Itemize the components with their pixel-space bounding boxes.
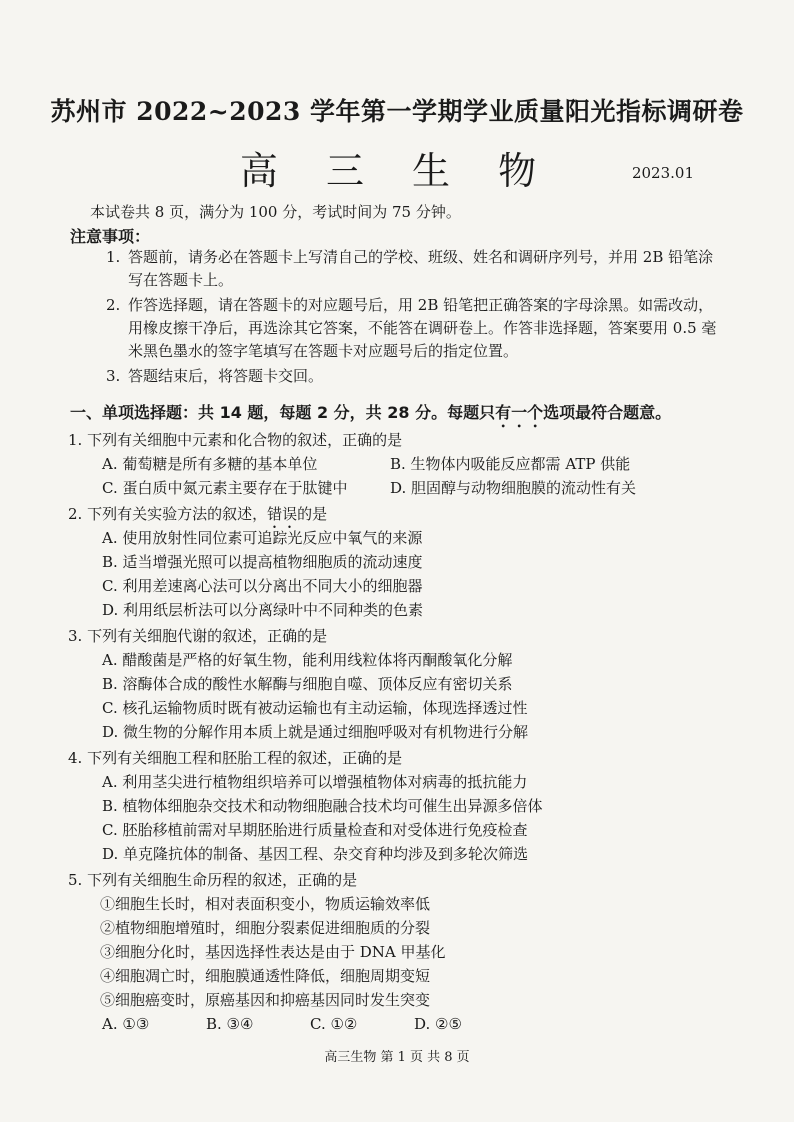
option-b: B. 植物体细胞杂交技术和动物细胞融合技术均可催生出异源多倍体 (102, 797, 543, 815)
option-row (102, 818, 728, 842)
statement-list (68, 892, 728, 1012)
exam-date: 2023.01 (631, 164, 694, 182)
option-group (68, 648, 728, 744)
option-row (102, 526, 728, 550)
notes-list (106, 246, 726, 390)
subject-title: 高 三 生 物 (239, 149, 555, 193)
option-group (68, 452, 728, 500)
stem-text: 2. 下列有关实验方法的叙述， (68, 505, 268, 523)
option-row (102, 794, 728, 818)
option-b: B. ③④ (206, 1015, 254, 1033)
statement-item: ③细胞分化时，基因选择性表达是由于 DNA 甲基化 (100, 943, 446, 961)
option-row (102, 842, 728, 866)
option-d: D. 利用纸层析法可以分离绿叶中不同种类的色素 (102, 601, 424, 619)
option-c: C. 利用差速离心法可以分离出不同大小的细胞器 (102, 577, 423, 595)
option-group (68, 526, 728, 622)
question-stem (68, 624, 728, 648)
statement-item: ④细胞凋亡时，细胞膜通透性降低，细胞周期变短 (100, 967, 431, 985)
option-d: D. 胆固醇与动物细胞膜的流动性有关 (390, 479, 637, 497)
option-row (102, 574, 728, 598)
option-row (102, 770, 728, 794)
section-heading-prefix: 一、单项选择题：共 14 题，每题 2 分，共 28 分。每题只 (70, 403, 496, 422)
question-stem: 5. 下列有关细胞生命历程的叙述，正确的是 (68, 871, 358, 889)
option-b: B. 生物体内吸能反应都需 ATP 供能 (390, 455, 631, 473)
option-group (68, 1012, 728, 1036)
question-stem (68, 746, 728, 770)
option-c: C. 蛋白质中氮元素主要存在于肽键中 (102, 479, 348, 497)
note-item (106, 365, 726, 388)
option-row (102, 648, 728, 672)
notes-heading: 注意事项： (70, 227, 151, 246)
note-item (106, 294, 726, 363)
option-row (102, 1012, 728, 1036)
option-row (102, 550, 728, 574)
question-1 (68, 428, 728, 500)
question-4 (68, 746, 728, 866)
section-heading-suffix: 选项最符合题意。 (543, 403, 672, 422)
option-d: D. ②⑤ (414, 1015, 462, 1033)
option-c: C. 胚胎移植前需对早期胚胎进行质量检查和对受体进行免疫检查 (102, 821, 528, 839)
question-list (68, 428, 728, 1038)
note-number: 2. (106, 296, 121, 314)
statement-item: ⑤细胞癌变时，原癌基因和抑癌基因同时发生突变 (100, 991, 431, 1009)
option-a: A. 使用放射性同位素可追踪光反应中氧气的来源 (102, 529, 423, 547)
option-a: A. 醋酸菌是严格的好氧生物，能利用线粒体将丙酮酸氧化分解 (102, 651, 513, 669)
option-row (102, 598, 728, 622)
stem-text-end: 的是 (297, 505, 328, 523)
option-c: C. ①② (310, 1015, 358, 1033)
statement-item: ①细胞生长时，相对表面积变小，物质运输效率低 (100, 895, 431, 913)
section-heading-emphasis: 有一个 (495, 403, 544, 422)
option-row (102, 452, 728, 476)
section-heading (70, 400, 671, 431)
note-text: 作答选择题，请在答题卡的对应题号后，用 2B 铅笔把正确答案的字母涂黑。如需改动，用橡皮擦干净后，再选涂其它答案，不能答在调研卷上。作答非选择题，答案要用 0.5 毫米黑色墨水的签字笔填写在答题卡对应题号后的指定位置。 (128, 296, 717, 360)
note-item (106, 246, 726, 292)
note-text: 答题前，请务必在答题卡上写清自己的学校、班级、姓名和调研序列号，并用 2B 铅笔涂写在答题卡上。 (128, 248, 714, 289)
option-a: A. ①③ (102, 1015, 150, 1033)
option-row (102, 476, 728, 500)
option-d: D. 微生物的分解作用本质上就是通过细胞呼吸对有机物进行分解 (102, 723, 529, 741)
stem-text: 3. 下列有关细胞代谢的叙述，正确的是 (68, 627, 328, 645)
option-b: B. 适当增强光照可以提高植物细胞质的流动速度 (102, 553, 423, 571)
note-text: 答题结束后，将答题卡交回。 (128, 367, 324, 385)
option-group (68, 770, 728, 866)
question-stem (68, 428, 728, 452)
statement-item: ②植物细胞增殖时，细胞分裂素促进细胞质的分裂 (100, 919, 431, 937)
intro-text: 本试卷共 8 页，满分为 100 分，考试时间为 75 分钟。 (90, 203, 461, 221)
note-number: 3. (106, 367, 121, 385)
question-3 (68, 624, 728, 744)
option-row (102, 696, 728, 720)
option-c: C. 核孔运输物质时既有被动运输也有主动运输，体现选择透过性 (102, 699, 528, 717)
option-a: A. 利用茎尖进行植物组织培养可以增强植物体对病毒的抵抗能力 (102, 773, 528, 791)
page-footer: 高三生物 第 1 页 共 8 页 (324, 1050, 470, 1065)
question-stem (68, 502, 728, 526)
question-5 (68, 868, 728, 1036)
option-a: A. 葡萄糖是所有多糖的基本单位 (102, 455, 318, 473)
option-row (102, 672, 728, 696)
stem-emphasis: 错误 (267, 505, 298, 523)
exam-title: 苏州市 2022~2023 学年第一学期学业质量阳光指标调研卷 (50, 97, 744, 126)
option-d: D. 单克隆抗体的制备、基因工程、杂交育种均涉及到多轮次筛选 (102, 845, 529, 863)
stem-text: 4. 下列有关细胞工程和胚胎工程的叙述，正确的是 (68, 749, 403, 767)
option-row (102, 720, 728, 744)
question-2 (68, 502, 728, 622)
option-b: B. 溶酶体合成的酸性水解酶与细胞自噬、顶体反应有密切关系 (102, 675, 513, 693)
stem-text: 1. 下列有关细胞中元素和化合物的叙述，正确的是 (68, 431, 403, 449)
note-number: 1. (106, 248, 121, 266)
